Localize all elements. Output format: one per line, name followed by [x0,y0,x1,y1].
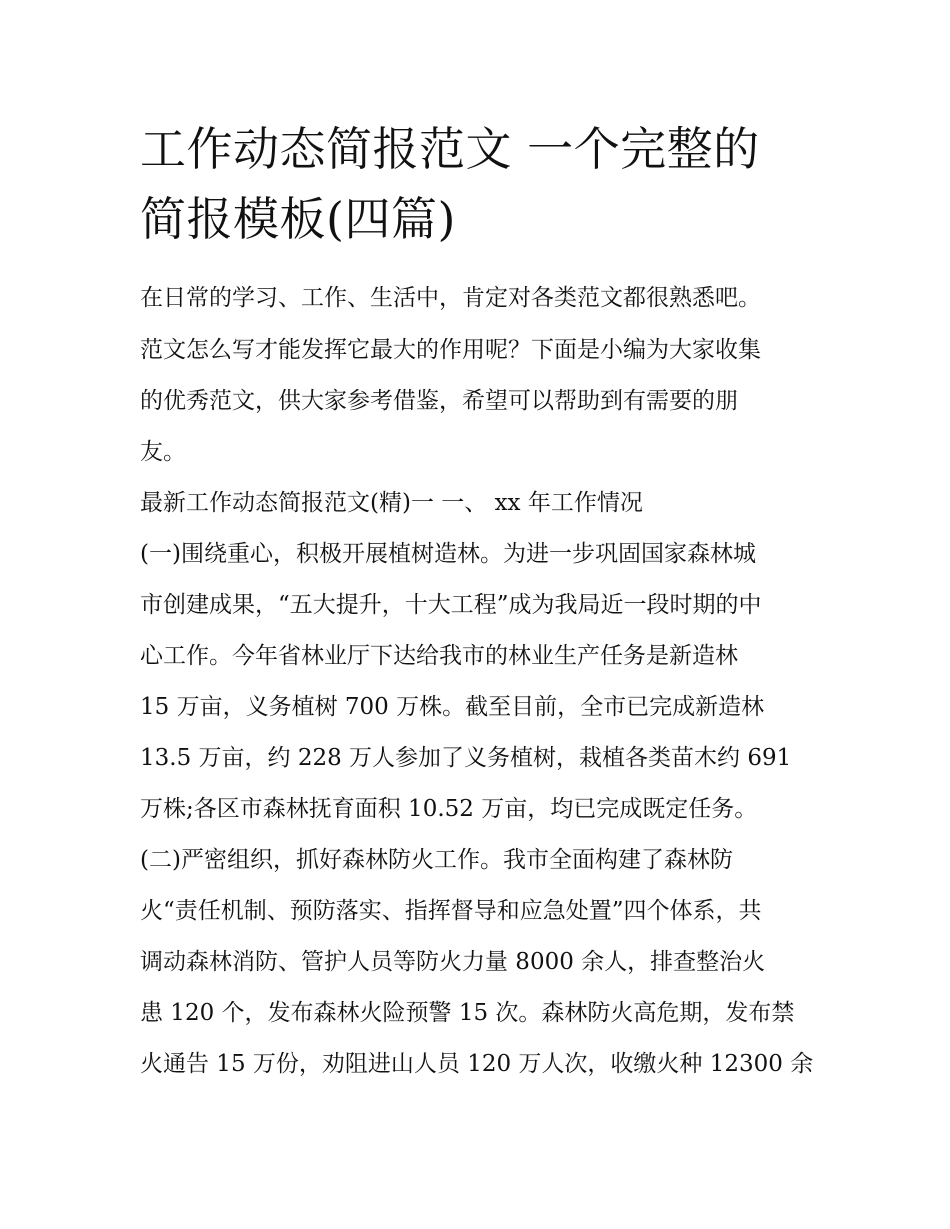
body-line-13: 火“责任机制、预防落实、指挥督导和应急处置”四个体系，共 [140,898,762,924]
body-line-12: (二)严密组织，抓好森林防火工作。我市全面构建了森林防 [140,847,733,873]
body-line-7: 市创建成果，“五大提升，十大工程”成为我局近一段时期的中 [140,592,762,618]
body-line-6: (一)围绕重心，积极开展植树造林。为进一步巩固国家森林城 [140,541,756,567]
body-line-15: 患 120 个，发布森林火险预警 15 次。森林防火高危期，发布禁 [140,1000,795,1026]
body-line-16: 火通告 15 万份，劝阻进山人员 120 万人次，收缴火种 12300 余 [140,1051,814,1077]
body-line-1: 在日常的学习、工作、生活中，肯定对各类范文都很熟悉吧。 [140,285,761,311]
section-heading-line: 最新工作动态简报范文(精)一 一、 xx 年工作情况 [140,490,643,516]
body-line-9: 15 万亩，义务植树 700 万株。截至目前，全市已完成新造林 [140,694,765,720]
body-line-10: 13.5 万亩，约 228 万人参加了义务植树，栽植各类苗木约 691 [140,745,792,771]
document-title [140,114,830,254]
body-line-14: 调动森林消防、管护人员等防火力量 8000 余人，排查整治火 [140,949,766,975]
body-line-3: 的优秀范文，供大家参考借鉴，希望可以帮助到有需要的朋 [140,388,738,414]
body-line-11: 万株;各区市森林抚育面积 10.52 万亩，均已完成既定任务。 [140,796,758,822]
body-line-2: 范文怎么写才能发挥它最大的作用呢？下面是小编为大家收集 [140,337,761,363]
title-line-2: 简报模板(四篇) [140,192,456,246]
body-line-8: 心工作。今年省林业厅下达给我市的林业生产任务是新造林 [140,643,738,669]
title-line-1: 工作动态简报范文 一个完整的 [140,122,760,176]
body-line-4: 友。 [140,439,186,465]
